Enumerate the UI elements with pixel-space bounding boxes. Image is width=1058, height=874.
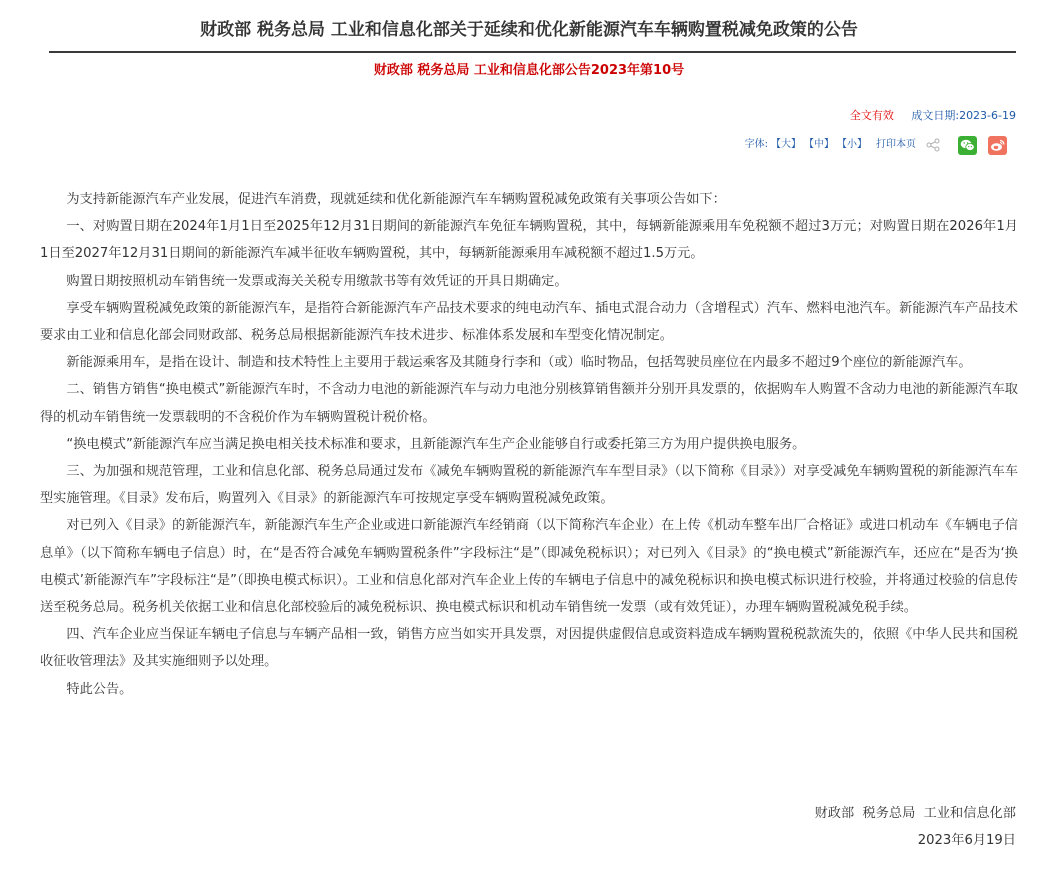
document-meta — [850, 108, 1016, 124]
share-icon[interactable] — [926, 138, 940, 152]
issue-date: 成文日期:2023-6-19 — [911, 109, 1016, 122]
paragraph: 购置日期按照机动车销售统一发票或海关关税专用缴款书等有效凭证的开具日期确定。 — [66, 273, 568, 289]
document-number: 财政部 税务总局 工业和信息化部公告2023年第10号 — [373, 63, 685, 78]
weibo-icon — [990, 139, 1005, 152]
signature-block — [815, 800, 1016, 854]
announcement-body — [40, 186, 1018, 703]
signature-date: 2023年6月19日 — [917, 833, 1016, 848]
print-page-link[interactable]: 打印本页 — [876, 139, 916, 150]
issuing-authorities: 财政部 税务总局 工业和信息化部 — [814, 806, 1016, 821]
wechat-icon — [960, 139, 975, 152]
paragraph: “换电模式”新能源汽车应当满足换电相关技术标准和要求，且新能源汽车生产企业能够自行或委托第三方为用户提供换电服务。 — [66, 436, 806, 452]
page-toolbar — [745, 134, 1010, 156]
weibo-share-button[interactable] — [988, 136, 1007, 155]
paragraph: 二、销售方销售“换电模式”新能源汽车时，不含动力电池的新能源汽车与动力电池分别核算销售额并分别开具发票的，依据购车人购置不含动力电池的新能源汽车取得的机动车销售统一发票载明的不含税价作为车辆购置税计税价格。 — [40, 382, 1018, 425]
announcement-page — [40, 0, 1018, 848]
font-size-label: 字体: — [744, 139, 768, 150]
page-title: 财政部 税务总局 工业和信息化部关于延续和优化新能源汽车车辆购置税减免政策的公告 — [200, 20, 858, 40]
wechat-share-button[interactable] — [958, 136, 977, 155]
font-size-medium-button[interactable]: 【中】 — [804, 139, 834, 150]
validity-status: 全文有效 — [849, 109, 894, 122]
paragraph: 享受车辆购置税减免政策的新能源汽车，是指符合新能源汽车产品技术要求的纯电动汽车、插电式混合动力（含增程式）汽车、燃料电池汽车。新能源汽车产品技术要求由工业和信息化部会同财政部、税务总局根据新能源汽车技术进步、标准体系发展和车型变化情况制定。 — [40, 300, 1018, 344]
paragraph: 三、为加强和规范管理，工业和信息化部、税务总局通过发布《减免车辆购置税的新能源汽车车型目录》（以下简称《目录》）对享受减免车辆购置税的新能源汽车车型实施管理。《目录》发布后，购置列入《目录》的新能源汽车可按规定享受车辆购置税减免政策。 — [40, 464, 1018, 507]
title-divider — [49, 51, 1016, 53]
paragraph: 为支持新能源汽车产业发展，促进汽车消费，现就延续和优化新能源汽车车辆购置税减免政策有关事项公告如下： — [66, 192, 726, 207]
paragraph: 对已列入《目录》的新能源汽车，新能源汽车生产企业或进口新能源汽车经销商（以下简称汽车企业）在上传《机动车整车出厂合格证》或进口机动车《车辆电子信息单》（以下简称车辆电子信息）时，在“是否符合减免车辆购置税条件”字段标注“是”（即减免税标识）；对已列入《目录》的“换电模式”新能源汽车，还应在“是否为‘换电模式’新能源汽车”字段标注“是”（即换电模式标识）。工业和信息化部对汽车企业上传的车辆电子信息中的减免税标识和换电模式标识进行校验，并将通过校验的信息传送至税务总局。税务机关依据工业和信息化部校验后的减免税标识、换电模式标识和机动车销售统一发票（或有效凭证），办理车辆购置税减免税手续。 — [40, 518, 1018, 616]
paragraph: 四、汽车企业应当保证车辆电子信息与车辆产品相一致，销售方应当如实开具发票，对因提供虚假信息或资料造成车辆购置税税款流失的，依照《中华人民共和国税收征收管理法》及其实施细则予以处理。 — [40, 627, 1018, 670]
paragraph: 新能源乘用车，是指在设计、制造和技术特性上主要用于载运乘客及其随身行李和（或）临时物品，包括驾驶员座位在内最多不超过9个座位的新能源汽车。 — [66, 355, 972, 371]
paragraph: 一、对购置日期在2024年1月1日至2025年12月31日期间的新能源汽车免征车辆购置税，其中，每辆新能源乘用车免税额不超过3万元；对购置日期在2026年1月1日至2027年12月31日期间的新能源汽车减半征收车辆购置税，其中，每辆新能源乘用车减税额不超过1.5万元。 — [40, 219, 1018, 262]
font-size-large-button[interactable]: 【大】 — [771, 139, 801, 150]
font-size-small-button[interactable]: 【小】 — [837, 139, 867, 150]
paragraph: 特此公告。 — [66, 681, 133, 697]
